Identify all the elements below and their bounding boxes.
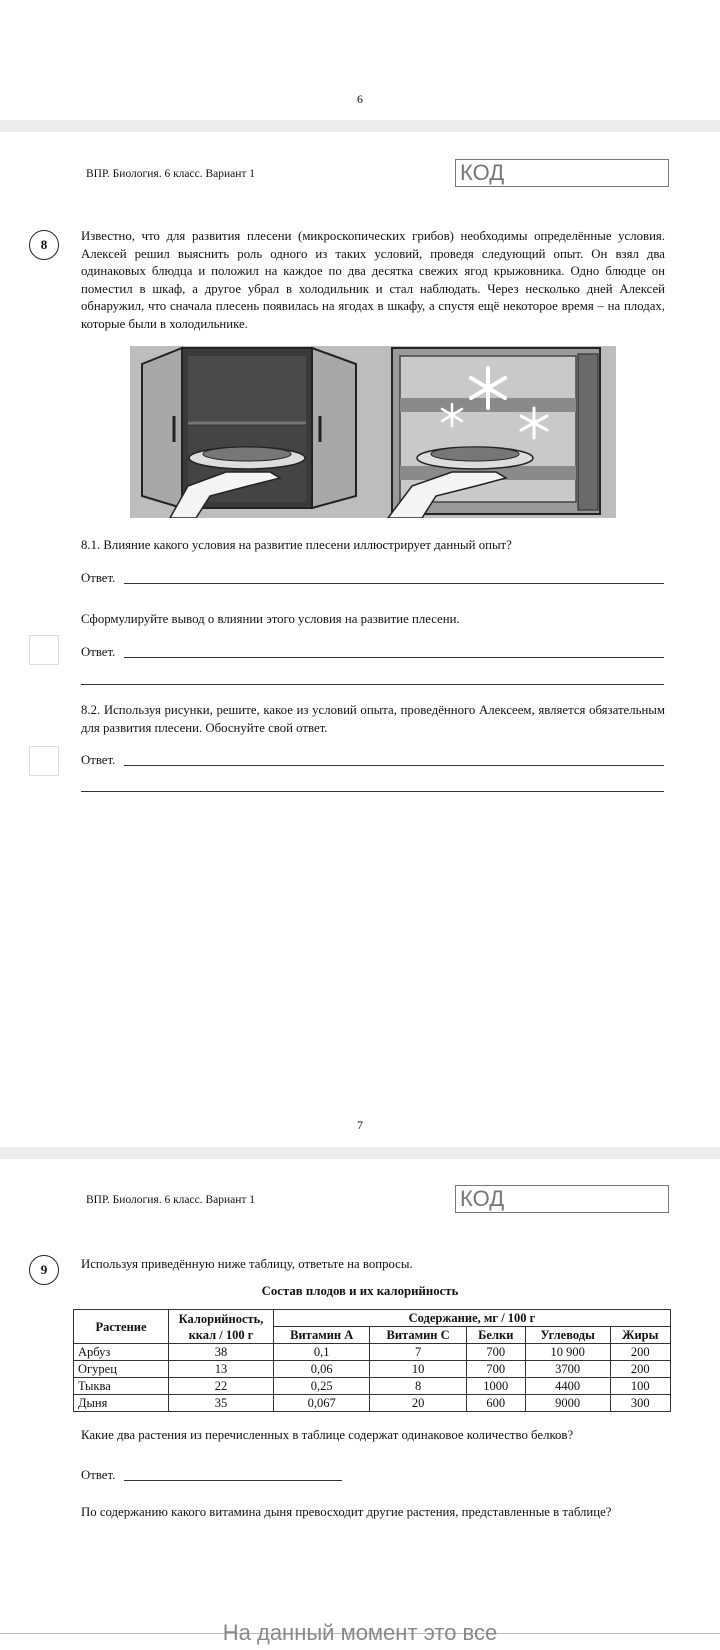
table-cell: 10 900 <box>525 1344 610 1361</box>
table-cell: 0,1 <box>274 1344 370 1361</box>
page-divider <box>0 1147 720 1159</box>
question-8-1: 8.1. Влияние какого условия на развитие плесени иллюстрирует данный опыт? <box>81 538 512 552</box>
table-header: Углеводы <box>525 1327 610 1344</box>
table-cell: 20 <box>370 1395 466 1412</box>
question-number-8: 8 <box>29 230 59 260</box>
table-cell: 35 <box>169 1395 274 1412</box>
page-header-title: ВПР. Биология. 6 класс. Вариант 1 <box>86 168 256 180</box>
answer-line[interactable] <box>124 656 664 658</box>
page-header-title: ВПР. Биология. 6 класс. Вариант 1 <box>86 1194 256 1206</box>
answer-line[interactable] <box>81 790 664 792</box>
table-cell: 300 <box>610 1395 671 1412</box>
table-cell: 100 <box>610 1378 671 1395</box>
question-8-2: 8.2. Используя рисунки, решите, какое из условий опыта, проведённого Алексеем, является обязательным для развития плесени. Обоснуйте свой ответ. <box>81 703 665 735</box>
answer-line[interactable] <box>81 683 664 685</box>
table-header: Содержание, мг / 100 г <box>274 1310 671 1327</box>
table-cell: 0,25 <box>274 1378 370 1395</box>
answer-line[interactable] <box>124 1479 342 1481</box>
table-row <box>74 1344 671 1361</box>
table-cell: 38 <box>169 1344 274 1361</box>
table-cell: 9000 <box>525 1395 610 1412</box>
code-box[interactable]: КОД <box>455 1185 669 1213</box>
question-8-text: Известно, что для развития плесени (микроскопических грибов) необходимы определённые условия. Алексей решил выяснить роль одного из таких условий, проведя следующий опыт. Он взял два одинаковых блюдца и положил на каждое по два десятка свежих ягод крыжовника. Одно блюдце он поместил в шкаф, а другое убрал в холодильник и стал наблюдать. Через несколько дней Алексей обнаружил, что сначала плесень появилась на ягодах в шкафу, а спустя ещё некоторое время – на плодах, которые были в холодильнике. <box>81 229 665 331</box>
table-cell: 10 <box>370 1361 466 1378</box>
table-header: Витамин А <box>274 1327 370 1344</box>
table-cell: 22 <box>169 1378 274 1395</box>
page-divider <box>0 120 720 132</box>
table-cell: 4400 <box>525 1378 610 1395</box>
table-cell: Дыня <box>74 1395 169 1412</box>
table-row <box>74 1378 671 1395</box>
table-cell: 200 <box>610 1344 671 1361</box>
table-cell: 0,067 <box>274 1395 370 1412</box>
table-cell: 200 <box>610 1361 671 1378</box>
answer-label: Ответ. <box>81 753 116 767</box>
page-number: 6 <box>357 92 363 106</box>
table-title: Состав плодов и их калорийность <box>261 1284 459 1298</box>
question-9-1: Какие два растения из перечисленных в таблице содержат одинаковое количество белков? <box>81 1428 574 1442</box>
answer-label: Ответ. <box>81 1468 116 1482</box>
table-cell: 1000 <box>466 1378 525 1395</box>
table-cell: 700 <box>466 1361 525 1378</box>
table-cell: Тыква <box>74 1378 169 1395</box>
score-box[interactable] <box>29 635 59 665</box>
table-row <box>74 1361 671 1378</box>
table-cell: 3700 <box>525 1361 610 1378</box>
nutrition-table <box>73 1309 671 1412</box>
table-cell: Арбуз <box>74 1344 169 1361</box>
experiment-illustration <box>130 346 616 518</box>
table-header: Жиры <box>610 1327 671 1344</box>
table-header: Калорийность, ккал / 100 г <box>169 1310 274 1344</box>
table-cell: Огурец <box>74 1361 169 1378</box>
table-cell: 0,06 <box>274 1361 370 1378</box>
table-header: Белки <box>466 1327 525 1344</box>
question-9-2: По содержанию какого витамина дыня превосходит другие растения, представленные в таблице? <box>81 1505 612 1519</box>
table-cell: 7 <box>370 1344 466 1361</box>
question-number-9: 9 <box>29 1255 59 1285</box>
answer-line[interactable] <box>124 764 664 766</box>
table-cell: 13 <box>169 1361 274 1378</box>
table-cell: 700 <box>466 1344 525 1361</box>
code-box[interactable]: КОД <box>455 159 669 187</box>
footer-message: На данный момент это все <box>222 1620 498 1645</box>
answer-label: Ответ. <box>81 645 116 659</box>
answer-label: Ответ. <box>81 571 116 585</box>
table-cell: 8 <box>370 1378 466 1395</box>
table-header: Растение <box>74 1310 169 1344</box>
table-header: Витамин С <box>370 1327 466 1344</box>
table-cell: 600 <box>466 1395 525 1412</box>
question-9-intro: Используя приведённую ниже таблицу, ответьте на вопросы. <box>81 1257 413 1271</box>
score-box[interactable] <box>29 746 59 776</box>
table-row <box>74 1395 671 1412</box>
question-8-1-conclusion: Сформулируйте вывод о влиянии этого условия на развитие плесени. <box>81 612 460 626</box>
page-number: 7 <box>357 1118 363 1132</box>
answer-line[interactable] <box>124 582 664 584</box>
